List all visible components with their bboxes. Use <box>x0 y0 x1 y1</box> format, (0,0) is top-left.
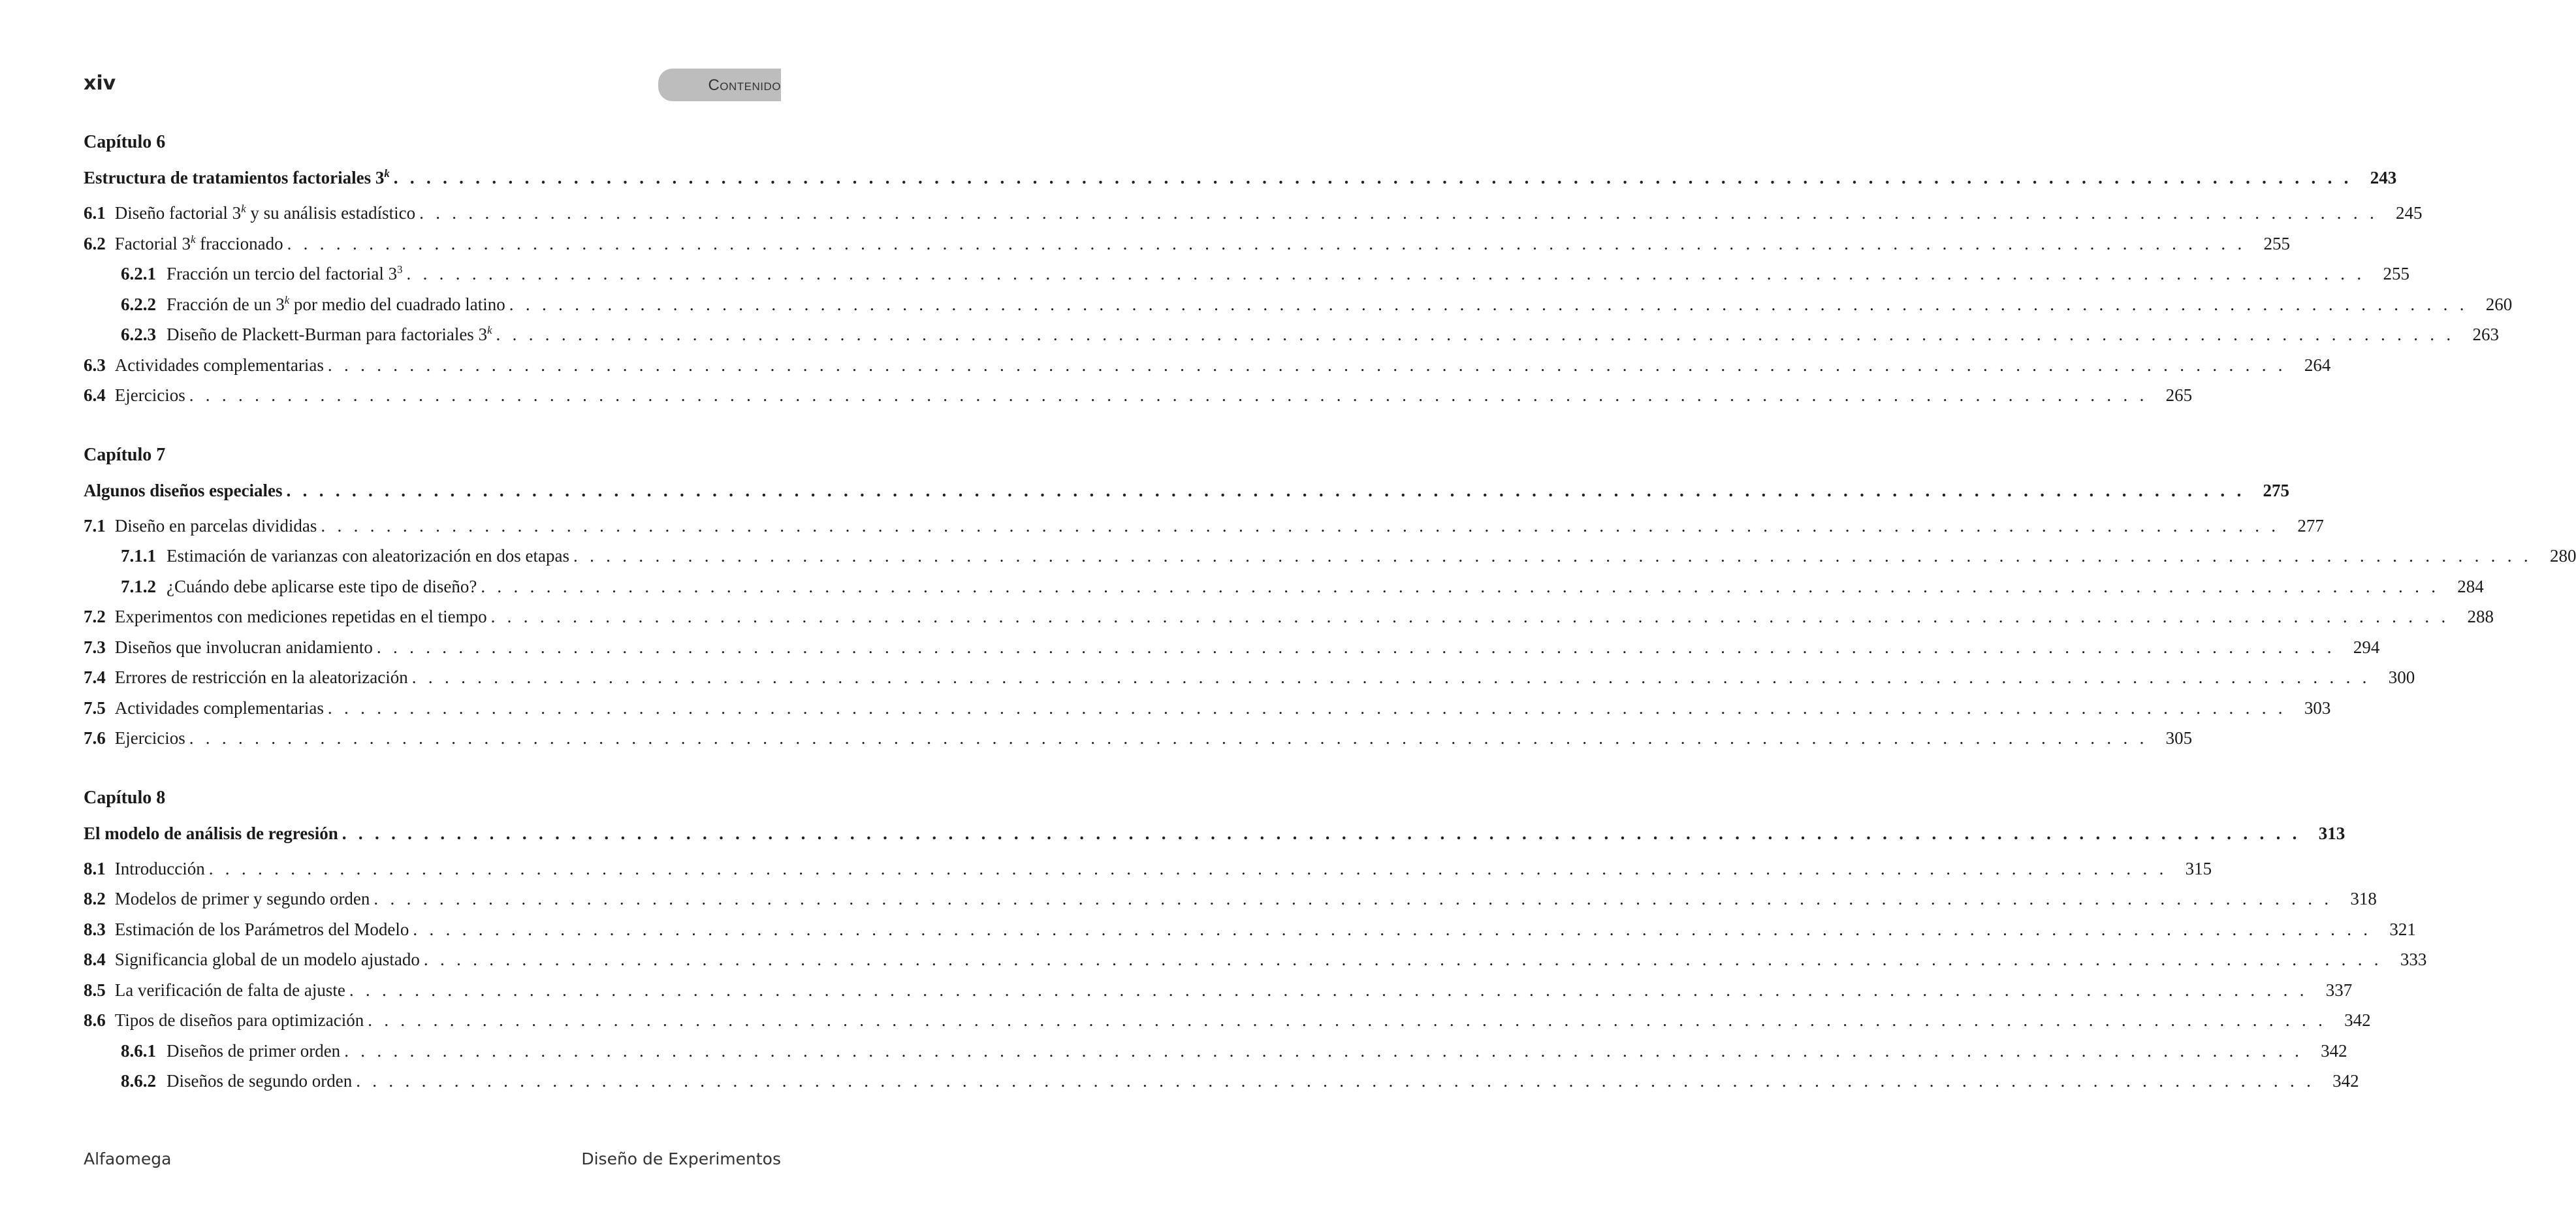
section-title <box>115 1005 364 1036</box>
leader-dots: . . . . . . . . . . . . . . . . . . . . . . . . . . . . . . . . . . . . . . . . . . . . . . . . . . . . . . . . . . . . . . . . . . . . . . . . . . . . . . . . . . . . . . . . . . . . . . . . . . . . . . . . . . . . . . . . . . . . . . . . <box>374 889 2332 908</box>
toc-entry <box>84 541 2576 571</box>
section-number: 6.2.3 <box>121 325 156 344</box>
section-title-text: Ejercicios <box>114 385 185 405</box>
chapter-title-row <box>84 813 2345 854</box>
toc-entry <box>84 350 2331 381</box>
section-page: 294 <box>2353 637 2380 657</box>
section-title <box>115 511 317 541</box>
toc-entry <box>84 571 2484 602</box>
section-title-text: ¿Cuándo debe aplicarse este tipo de diseño? <box>167 576 477 596</box>
section-title <box>167 289 505 320</box>
footer-publisher: Alfaomega <box>84 1149 172 1168</box>
toc-entry <box>84 229 2291 259</box>
section-number: 6.4 <box>84 385 106 405</box>
section-title-text: La verificación de falta de ajuste <box>114 980 345 1000</box>
chapter-title-row <box>84 157 2397 198</box>
leader-dots: . . . . . . . . . . . . . . . . . . . . . . . . . . . . . . . . . . . . . . . . . . . . . . . . . . . . . . . . . . . . . . . . . . . . . . . . . . . . . . . . . . . . . . . . . . . . . . . . . . . . . . . . . . . . . . . . . . . . . . . . <box>327 355 2287 375</box>
section-title <box>115 975 345 1006</box>
toc-entry <box>84 289 2513 320</box>
section-title <box>167 319 492 350</box>
toc-entry <box>84 693 2331 724</box>
chapter-title-text: Estructura de tratamientos factoriales 3 <box>84 168 385 187</box>
section-page: 260 <box>2485 294 2513 314</box>
table-of-contents <box>84 127 2576 1126</box>
section-title-text: Estimación de varianzas con aleatorización en dos etapas <box>167 546 569 566</box>
section-title-text: Factorial 3 <box>114 233 191 253</box>
section-number: 8.3 <box>84 919 106 939</box>
leader-dots: . . . . . . . . . . . . . . . . . . . . . . . . . . . . . . . . . . . . . . . . . . . . . . . . . . . . . . . . . . . . . . . . . . . . . . . . . . . . . . . . . . . . . . . . . . . . . . . . . . . . . . . . . . . . . . . . . . . . . . . . <box>509 294 2468 314</box>
toc-entry <box>84 975 2353 1006</box>
leader-dots: . . . . . . . . . . . . . . . . . . . . . . . . . . . . . . . . . . . . . . . . . . . . . . . . . . . . . . . . . . . . . . . . . . . . . . . . . . . . . . . . . . . . . . . . . . . . . . . . . . . . . . . . . . . . . . . . . . . . . . . . <box>376 637 2336 657</box>
leader-dots: . . . . . . . . . . . . . . . . . . . . . . . . . . . . . . . . . . . . . . . . . . . . . . . . . . . . . . . . . . . . . . . . . . . . . . . . . . . . . . . . . . . . . . . . . . . . . . . . . . . . . . . . . . . . . . . . . . . . . . . . <box>349 980 2308 1000</box>
toc-entry <box>84 632 2380 663</box>
section-page: 315 <box>2185 858 2212 878</box>
leader-dots: . . . . . . . . . . . . . . . . . . . . . . . . . . . . . . . . . . . . . . . . . . . . . . . . . . . . . . . . . . . . . . . . . . . . . . . . . . . . . . . . . . . . . . . . . . . . . . . . . . . . . . . . . . . . . . . . . . . . . . . . <box>481 576 2440 596</box>
leader-dots: . . . . . . . . . . . . . . . . . . . . . . . . . . . . . . . . . . . . . . . . . . . . . . . . . . . . . . . . . . . . . . . . . . . . . . . . . . . . . . . . . . . . . . . . . . . . . . . . . . . . . . . . . . . . . . . . . . . . . . . . <box>496 325 2455 344</box>
toc-entry <box>84 1005 2371 1036</box>
chapter-page: 313 <box>2318 823 2345 843</box>
toc-entry <box>84 380 2193 411</box>
leader-dots: . . . . . . . . . . . . . . . . . . . . . . . . . . . . . . . . . . . . . . . . . . . . . . . . . . . . . . . . . . . . . . . . . . . . . . . . . . . . . . . . . . . . . . . . . . . . . . . . . . . . . . . . . . . . . . . . . . . . . . . . <box>573 546 2532 566</box>
section-title-text: Errores de restricción en la aleatorización <box>114 667 408 687</box>
section-title-text: Diseño en parcelas divididas <box>114 515 317 536</box>
superscript: k <box>384 167 390 180</box>
section-title <box>115 884 370 914</box>
section-page: 245 <box>2396 203 2423 223</box>
toc-entry <box>84 511 2324 541</box>
section-number: 8.6.1 <box>121 1040 156 1061</box>
section-number: 7.3 <box>84 637 106 657</box>
section-title-text: Introducción <box>114 858 205 878</box>
leader-dots: . . . . . . . . . . . . . . . . . . . . . . . . . . . . . . . . . . . . . . . . . . . . . . . . . . . . . . . . . . . . . . . . . . . . . . . . . . . . . . . . . . . . . . . . . . . . . . . . . . . . . . . . . . . . . . . . . . . . . . . . <box>411 667 2371 687</box>
toc-entry <box>84 723 2193 754</box>
section-number: 7.2 <box>84 607 106 626</box>
section-title <box>167 571 477 602</box>
section-page: 300 <box>2388 667 2415 687</box>
chapter-label: Capítulo 6 <box>84 132 166 152</box>
section-title <box>115 632 373 663</box>
section-page: 318 <box>2350 889 2377 908</box>
section-page: 303 <box>2304 697 2331 718</box>
toc-entry <box>84 259 2409 289</box>
section-page: 264 <box>2304 355 2331 375</box>
section-page: 337 <box>2325 980 2353 1000</box>
leader-dots: . . . . . . . . . . . . . . . . . . . . . . . . . . . . . . . . . . . . . . . . . . . . . . . . . . . . . . . . . . . . . . . . . . . . . . . . . . . . . . . . . . . . . . . . . . . . . . . . . . . . . . . . . . . . . . . . . . . . . . . . <box>406 264 2365 283</box>
superscript: k <box>284 293 290 306</box>
leader-dots: . . . . . . . . . . . . . . . . . . . . . . . . . . . . . . . . . . . . . . . . . . . . . . . . . . . . . . . . . . . . . . . . . . . . . . . . . . . . . . . . . . . . . . . . . . . . . . . . . . . . . . . . . . . . . . . . . . . . . . . . <box>208 858 2168 878</box>
leader-dots: . . . . . . . . . . . . . . . . . . . . . . . . . . . . . . . . . . . . . . . . . . . . . . . . . . . . . . . . . . . . . . . . . . . . . . . . . . . . . . . . . . . . . . . . . . . . . . . . . . . . . . . . . . . . . . . . . . . . . . . . <box>490 607 2450 626</box>
section-number: 8.5 <box>84 980 106 1000</box>
section-title-suffix: y su análisis estadístico <box>246 203 416 223</box>
leader-dots: . . . . . . . . . . . . . . . . . . . . . . . . . . . . . . . . . . . . . . . . . . . . . . . . . . . . . . . . . . . . . . . . . . . . . . . . . . . . . . . . . . . . . . . . . . . . . . . . . . . . . . . . . . . . . . . . . . . . . . . . <box>393 168 2353 187</box>
section-number: 6.2.1 <box>121 264 156 283</box>
leader-dots: . . . . . . . . . . . . . . . . . . . . . . . . . . . . . . . . . . . . . . . . . . . . . . . . . . . . . . . . . . . . . . . . . . . . . . . . . . . . . . . . . . . . . . . . . . . . . . . . . . . . . . . . . . . . . . . . . . . . . . . . <box>344 1040 2303 1061</box>
section-title <box>115 854 205 884</box>
section-title-text: Significancia global de un modelo ajustado <box>114 950 420 969</box>
section-title-text: Estimación de los Parámetros del Modelo <box>114 919 409 939</box>
chapter-page: 275 <box>2263 480 2289 500</box>
section-title-text: Ejercicios <box>114 728 185 748</box>
section-page: 277 <box>2297 515 2324 536</box>
leader-dots: . . . . . . . . . . . . . . . . . . . . . . . . . . . . . . . . . . . . . . . . . . . . . . . . . . . . . . . . . . . . . . . . . . . . . . . . . . . . . . . . . . . . . . . . . . . . . . . . . . . . . . . . . . . . . . . . . . . . . . . . <box>189 385 2148 405</box>
section-title <box>115 723 185 754</box>
section-title-text: Actividades complementarias <box>114 697 324 718</box>
section-title <box>115 601 487 632</box>
section-page: 333 <box>2400 950 2427 969</box>
section-title-text: Diseños de segundo orden <box>167 1071 353 1091</box>
leader-dots: . . . . . . . . . . . . . . . . . . . . . . . . . . . . . . . . . . . . . . . . . . . . . . . . . . . . . . . . . . . . . . . . . . . . . . . . . . . . . . . . . . . . . . . . . . . . . . . . . . . . . . . . . . . . . . . . . . . . . . . . <box>419 203 2378 223</box>
section-number: 8.4 <box>84 950 106 969</box>
toc-entry <box>84 884 2377 914</box>
section-title <box>115 350 324 381</box>
leader-dots: . . . . . . . . . . . . . . . . . . . . . . . . . . . . . . . . . . . . . . . . . . . . . . . . . . . . . . . . . . . . . . . . . . . . . . . . . . . . . . . . . . . . . . . . . . . . . . . . . . . . . . . . . . . . . . . . . . . . . . . . <box>356 1071 2315 1091</box>
section-number: 7.4 <box>84 667 106 687</box>
section-number: 7.1.1 <box>121 546 156 566</box>
section-title <box>115 914 409 945</box>
section-number: 6.2 <box>84 233 106 253</box>
chapter-title-text: El modelo de análisis de regresión <box>84 823 338 843</box>
section-title-text: Fracción de un 3 <box>167 294 285 314</box>
section-page: 284 <box>2457 576 2484 596</box>
toc-entry <box>84 198 2423 229</box>
section-title-text: Modelos de primer y segundo orden <box>114 889 370 908</box>
leader-dots: . . . . . . . . . . . . . . . . . . . . . . . . . . . . . . . . . . . . . . . . . . . . . . . . . . . . . . . . . . . . . . . . . . . . . . . . . . . . . . . . . . . . . . . . . . . . . . . . . . . . . . . . . . . . . . . . . . . . . . . . <box>342 823 2301 843</box>
section-number: 8.2 <box>84 889 106 908</box>
toc-entry <box>84 662 2415 693</box>
leader-dots: . . . . . . . . . . . . . . . . . . . . . . . . . . . . . . . . . . . . . . . . . . . . . . . . . . . . . . . . . . . . . . . . . . . . . . . . . . . . . . . . . . . . . . . . . . . . . . . . . . . . . . . . . . . . . . . . . . . . . . . . <box>413 919 2372 939</box>
section-title <box>167 541 569 571</box>
section-title <box>115 693 324 724</box>
leader-dots: . . . . . . . . . . . . . . . . . . . . . . . . . . . . . . . . . . . . . . . . . . . . . . . . . . . . . . . . . . . . . . . . . . . . . . . . . . . . . . . . . . . . . . . . . . . . . . . . . . . . . . . . . . . . . . . . . . . . . . . . <box>423 950 2383 969</box>
chapter-block <box>84 127 2513 411</box>
section-page: 288 <box>2467 607 2494 626</box>
leader-dots: . . . . . . . . . . . . . . . . . . . . . . . . . . . . . . . . . . . . . . . . . . . . . . . . . . . . . . . . . . . . . . . . . . . . . . . . . . . . . . . . . . . . . . . . . . . . . . . . . . . . . . . . . . . . . . . . . . . . . . . . <box>327 697 2287 718</box>
section-title <box>115 662 408 693</box>
chapter-label: Capítulo 7 <box>84 444 166 465</box>
leader-dots: . . . . . . . . . . . . . . . . . . . . . . . . . . . . . . . . . . . . . . . . . . . . . . . . . . . . . . . . . . . . . . . . . . . . . . . . . . . . . . . . . . . . . . . . . . . . . . . . . . . . . . . . . . . . . . . . . . . . . . . . <box>286 480 2245 500</box>
section-title <box>115 944 420 975</box>
section-page: 280 <box>2549 546 2576 566</box>
section-page: 342 <box>2321 1040 2347 1061</box>
section-number: 7.1.2 <box>121 576 156 596</box>
section-tab <box>658 69 781 101</box>
section-title-text: Diseño de Plackett-Burman para factoriales 3 <box>167 325 488 344</box>
chapter-title <box>84 813 338 854</box>
section-title-suffix: fraccionado <box>195 233 283 253</box>
section-title-suffix: por medio del cuadrado latino <box>289 294 505 314</box>
section-title-text: Diseños de primer orden <box>167 1040 341 1061</box>
superscript: 3 <box>397 263 403 276</box>
section-page: 342 <box>2332 1071 2359 1091</box>
superscript: k <box>241 202 246 215</box>
section-title-text: Actividades complementarias <box>114 355 324 375</box>
toc-entry <box>84 1036 2347 1066</box>
chapter-block <box>84 440 2576 754</box>
toc-entry <box>84 1066 2359 1097</box>
section-title <box>115 229 283 259</box>
footer-book-title: Diseño de Experimentos <box>581 1149 781 1168</box>
superscript: k <box>190 232 196 246</box>
section-number: 6.3 <box>84 355 106 375</box>
section-title-text: Diseños que involucran anidamiento <box>114 637 373 657</box>
section-page: 321 <box>2389 919 2416 939</box>
chapter-title <box>84 157 390 198</box>
section-label: Contenido <box>708 76 781 94</box>
section-number: 8.1 <box>84 858 106 878</box>
chapter-block <box>84 783 2427 1097</box>
toc-entry <box>84 914 2416 945</box>
section-title <box>115 380 185 411</box>
leader-dots: . . . . . . . . . . . . . . . . . . . . . . . . . . . . . . . . . . . . . . . . . . . . . . . . . . . . . . . . . . . . . . . . . . . . . . . . . . . . . . . . . . . . . . . . . . . . . . . . . . . . . . . . . . . . . . . . . . . . . . . . <box>368 1010 2327 1030</box>
section-number: 7.5 <box>84 697 106 718</box>
chapter-label: Capítulo 8 <box>84 787 166 808</box>
section-page: 263 <box>2472 325 2499 344</box>
section-title <box>167 1066 352 1097</box>
toc-entry <box>84 854 2212 884</box>
section-number: 7.1 <box>84 515 106 536</box>
toc-entry <box>84 944 2427 975</box>
section-page: 255 <box>2383 264 2409 283</box>
section-title-text: Diseño factorial 3 <box>114 203 242 223</box>
section-title-text: Experimentos con mediciones repetidas en el tiempo <box>114 607 487 626</box>
toc-entry <box>84 319 2499 350</box>
section-page: 305 <box>2165 728 2193 748</box>
section-number: 8.6.2 <box>121 1071 156 1091</box>
section-title-text: Fracción un tercio del factorial 3 <box>167 264 398 283</box>
section-title <box>115 198 415 229</box>
superscript: k <box>487 324 492 336</box>
section-number: 6.1 <box>84 203 106 223</box>
section-number: 7.6 <box>84 728 106 748</box>
section-page: 265 <box>2165 385 2193 405</box>
section-title <box>167 259 402 289</box>
chapter-title-text: Algunos diseños especiales <box>84 480 283 500</box>
chapter-page: 243 <box>2370 168 2397 187</box>
section-title-text: Tipos de diseños para optimización <box>114 1010 364 1030</box>
leader-dots: . . . . . . . . . . . . . . . . . . . . . . . . . . . . . . . . . . . . . . . . . . . . . . . . . . . . . . . . . . . . . . . . . . . . . . . . . . . . . . . . . . . . . . . . . . . . . . . . . . . . . . . . . . . . . . . . . . . . . . . . <box>287 233 2246 253</box>
section-number: 8.6 <box>84 1010 106 1030</box>
section-title <box>167 1036 340 1066</box>
chapter-title <box>84 470 283 511</box>
section-page: 255 <box>2263 233 2291 253</box>
section-page: 342 <box>2344 1010 2371 1030</box>
page-number: xiv <box>84 72 116 95</box>
section-number: 6.2.2 <box>121 294 156 314</box>
leader-dots: . . . . . . . . . . . . . . . . . . . . . . . . . . . . . . . . . . . . . . . . . . . . . . . . . . . . . . . . . . . . . . . . . . . . . . . . . . . . . . . . . . . . . . . . . . . . . . . . . . . . . . . . . . . . . . . . . . . . . . . . <box>189 728 2148 748</box>
chapter-title-row <box>84 470 2289 511</box>
toc-entry <box>84 601 2494 632</box>
leader-dots: . . . . . . . . . . . . . . . . . . . . . . . . . . . . . . . . . . . . . . . . . . . . . . . . . . . . . . . . . . . . . . . . . . . . . . . . . . . . . . . . . . . . . . . . . . . . . . . . . . . . . . . . . . . . . . . . . . . . . . . . <box>321 515 2280 536</box>
